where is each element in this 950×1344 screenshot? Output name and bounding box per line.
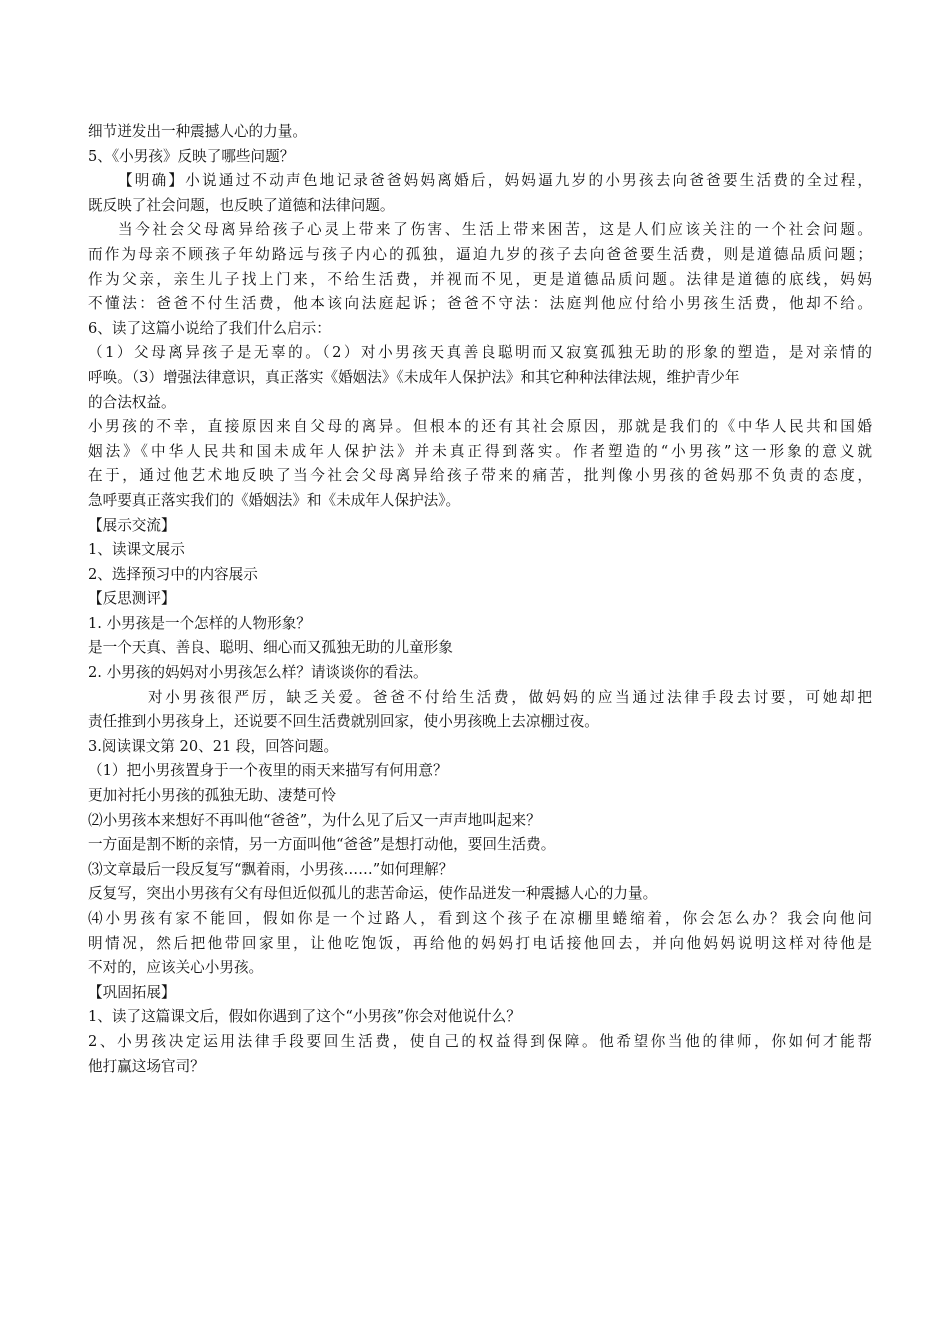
text-line: （1）父母离异孩子是无辜的。（2）对小男孩天真善良聪明而又寂寞孤独无助的形象的塑造，是对亲情的 <box>88 344 872 362</box>
text-line: 姻法》《中华人民共和国未成年人保护法》并未真正得到落实。作者塑造的“小男孩”这一形象的意义就 <box>88 442 872 460</box>
document-body <box>88 120 872 1079</box>
text-line: 一方面是割不断的亲情，另一方面叫他“爸爸”是想打动他，要回生活费。 <box>88 836 556 854</box>
text-line: 2、选择预习中的内容展示 <box>88 565 258 583</box>
text-line: 是一个天真、善良、聪明、细心而又孤独无助的儿童形象 <box>88 639 453 657</box>
text-line: ⑷小男孩有家不能回，假如你是一个过路人，看到这个孩子在凉棚里蜷缩着，你会怎么办？我会向他问 <box>88 910 872 927</box>
text-line: 明情况，然后把他带回家里，让他吃饱饭，再给他的妈妈打电话接他回去，并向他妈妈说明这样对待他是 <box>88 934 872 952</box>
text-line: 责任推到小男孩身上，还说要不回生活费就别回家，使小男孩晚上去凉棚过夜。 <box>88 713 599 731</box>
text-line: 在于，通过他艺术地反映了当今社会父母离异给孩子带来的痛苦，批判像小男孩的爸妈那不负责的态度， <box>88 467 872 485</box>
text-line: 【反思测评】 <box>88 590 176 608</box>
text-line: 更加衬托小男孩的孤独无助、凄楚可怜 <box>88 787 337 805</box>
text-line: 6、读了这篇小说给了我们什么启示： <box>88 319 331 337</box>
text-line: 【巩固拓展】 <box>88 983 176 1001</box>
text-line: 【展示交流】 <box>88 516 176 534</box>
text-line: ⑶文章最后一段反复写“飘着雨，小男孩……”如何理解？ <box>88 860 454 878</box>
text-line: 【明确】小说通过不动声色地记录爸爸妈妈离婚后，妈妈逼九岁的小男孩去向爸爸要生活费的全过程， <box>118 172 872 190</box>
text-line: 急呼要真正落实我们的《婚姻法》和《未成年人保护法》。 <box>88 491 461 509</box>
text-line: 作为父亲，亲生儿子找上门来，不给生活费，并视而不见，更是道德品质问题。法律是道德的底线，妈妈 <box>88 270 872 288</box>
text-line: 小男孩的不幸，直接原因来自父母的离异。但根本的还有其社会原因，那就是我们的《中华人民共和国婚 <box>88 418 872 436</box>
text-line: 不懂法：爸爸不付生活费，他本该向法庭起诉；爸爸不守法：法庭判他应付给小男孩生活费，他却不给。 <box>88 295 872 313</box>
text-line: 呼唤。（3）增强法律意识，真正落实《婚姻法》《未成年人保护法》和其它种种法律法规，维护青少年 <box>88 368 740 386</box>
text-line: 而作为母亲不顾孩子年幼路远与孩子内心的孤独，逼迫九岁的孩子去向爸爸要生活费，则是道德品质问题； <box>88 245 872 263</box>
text-line: ⑵小男孩本来想好不再叫他“爸爸”，为什么见了后又一声声地叫起来？ <box>88 811 541 829</box>
text-line: 3.阅读课文第 20、21 段，回答问题。 <box>88 737 339 755</box>
text-line: 5、《小男孩》反映了哪些问题？ <box>88 147 295 165</box>
text-line: 反复写，突出小男孩有父有母但近似孤儿的悲苦命运，使作品迸发一种震撼人心的力量。 <box>88 885 658 903</box>
text-line: 1. 小男孩是一个怎样的人物形象？ <box>88 614 311 632</box>
text-line: 他打赢这场官司？ <box>88 1057 205 1075</box>
text-line: （1）把小男孩置身于一个夜里的雨天来描写有何用意？ <box>88 762 448 780</box>
text-line: 既反映了社会问题，也反映了道德和法律问题。 <box>88 196 395 214</box>
text-line: 1、读了这篇课文后，假如你遇到了这个“小男孩”你会对他说什么？ <box>88 1008 521 1026</box>
text-line: 细节迸发出一种震撼人心的力量。 <box>88 123 307 140</box>
text-line: 1、读课文展示 <box>88 541 185 559</box>
text-line: 的合法权益。 <box>88 393 176 411</box>
text-line: 对小男孩很严厉，缺乏关爱。爸爸不付给生活费，做妈妈的应当通过法律手段去讨要，可她却把 <box>148 688 872 706</box>
text-line: 2. 小男孩的妈妈对小男孩怎么样？请谈谈你的看法。 <box>88 664 428 682</box>
text-line: 2、小男孩决定运用法律手段要回生活费，使自己的权益得到保障。他希望你当他的律师，你如何才能帮 <box>88 1032 872 1050</box>
text-line: 当今社会父母离异给孩子心灵上带来了伤害、生活上带来困苦，这是人们应该关注的一个社会问题。 <box>118 221 872 239</box>
text-line: 不对的，应该关心小男孩。 <box>88 959 264 977</box>
